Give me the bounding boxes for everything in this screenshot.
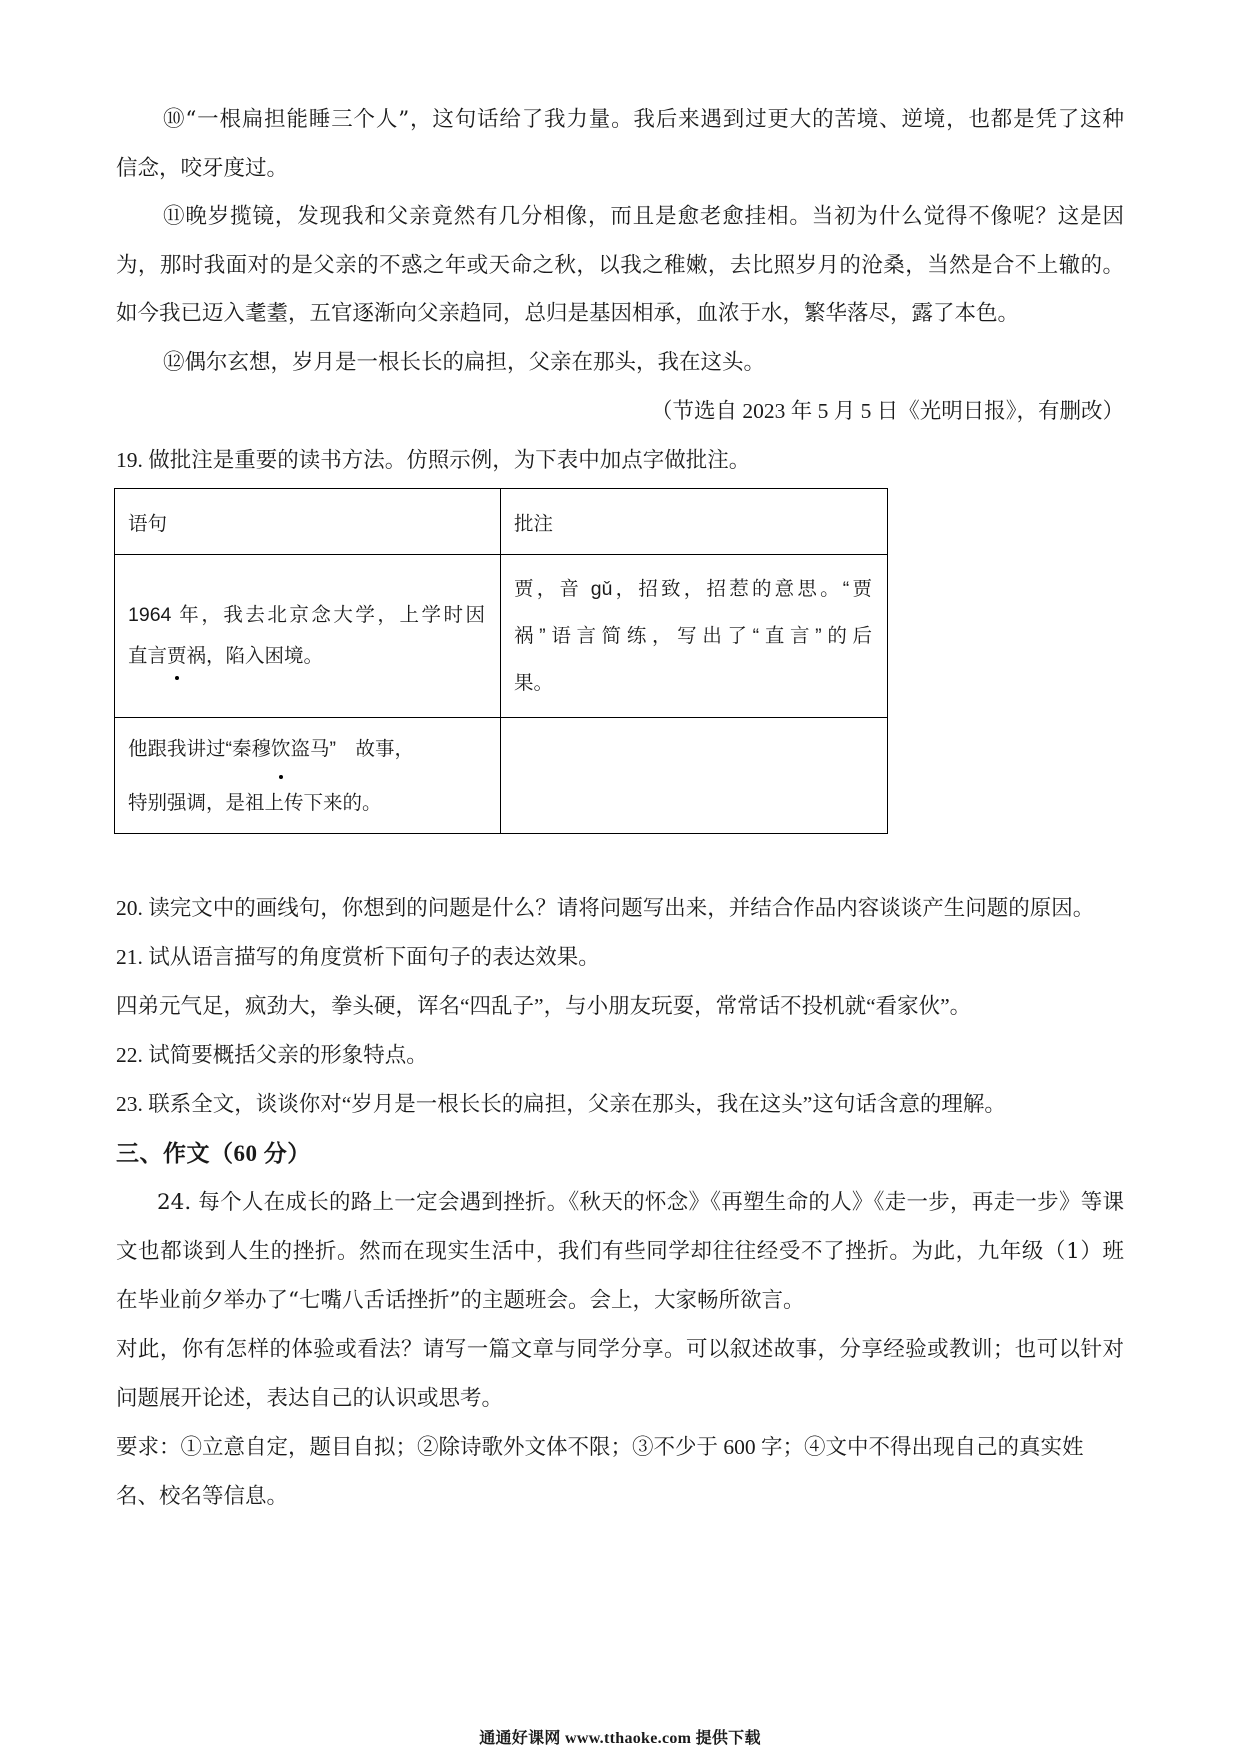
- question-24-prompt-line: 24. 每个人在成长的路上一定会遇到挫折。《秋天的怀念》《再塑生命的人》《走一步，再走一步》等课: [157, 1190, 1124, 1215]
- note-line: 果。: [514, 671, 554, 694]
- passage-source: （节选自 2023 年 5 月 5 日《光明日报》，有删改）: [650, 399, 1124, 423]
- dotted-character: 贾: [167, 636, 187, 677]
- annotation-table: [114, 488, 888, 834]
- sentence-text: 祸，陷入困境。: [186, 645, 324, 667]
- paragraph-10-line: ⑩“一根扁担能睡三个人”，这句话给了我力量。我后来遇到过更大的苦境、逆境，也都是凭了这种: [163, 107, 1124, 132]
- question-21-sentence: 四弟元气足，疯劲大，拳头硬，诨名“四乱子”，与小朋友玩耍，常常话不投机就“看家伙”。: [116, 994, 972, 1018]
- table-cell-note-blank: [501, 718, 888, 834]
- passage-section: [116, 96, 1124, 484]
- table-row: [115, 555, 888, 718]
- question-24-prompt-line: 文也都谈到人生的挫折。然而在现实生活中，我们有些同学却往往经受不了挫折。为此，九年级（1）班: [116, 1239, 1124, 1264]
- paragraph-11-line: 为，那时我面对的是父亲的不惑之年或天命之秋，以我之稚嫩，去比照岁月的沧桑，当然是合不上辙的。: [116, 252, 1124, 278]
- question-24-requirements-line: 名、校名等信息。: [116, 1484, 289, 1508]
- question-21-stem: 21. 试从语言描写的角度赏析下面句子的表达效果。: [116, 945, 600, 969]
- question-24-task-line: 问题展开论述，表达自己的认识或思考。: [116, 1386, 504, 1410]
- question-23: 23. 联系全文，谈谈你对“岁月是一根长长的扁担，父亲在那头，我在这头”这句话含意的理解。: [116, 1092, 1006, 1116]
- table-cell-sentence: [115, 555, 501, 718]
- note-line: 贾，音 gǔ，招致，招惹的意思。“贾: [514, 577, 872, 600]
- page-footer: 通通好课网 www.tthaoke.com 提供下载: [479, 1730, 761, 1747]
- question-24-requirements-line: 要求：①立意自定，题目自拟；②除诗歌外文体不限；③不少于 600 字；④文中不得出现自己的真实姓: [116, 1435, 1084, 1459]
- note-line: 祸”语言简练，写出了“直言”的后: [514, 624, 872, 647]
- table-header-row: [115, 489, 888, 555]
- paragraph-11-line: ⑪晚岁揽镜，发现我和父亲竟然有几分相像，而且是愈老愈挂相。当初为什么觉得不像呢？这是因: [163, 204, 1124, 229]
- paragraph-11-line: 如今我已迈入耄耋，五官逐渐向父亲趋同，总归是基因相承，血浓于水，繁华落尽，露了本色。: [116, 301, 1020, 326]
- question-24-prompt-line: 在毕业前夕举办了“七嘴八舌话挫折”的主题班会。会上，大家畅所欲言。: [116, 1288, 805, 1313]
- sentence-line: [128, 722, 485, 776]
- paragraph-10-line: 信念，咬牙度过。: [116, 155, 289, 181]
- table-header-note: 批注: [501, 489, 888, 555]
- dotted-character: 饮: [271, 722, 291, 776]
- sentence-line: 1964 年，我去北京念大学，上学时因: [128, 604, 485, 626]
- table-cell-sentence: [115, 718, 501, 834]
- question-20: 20. 读完文中的画线句，你想到的问题是什么？请将问题写出来，并结合作品内容谈谈产生问题的原因。: [116, 896, 1095, 920]
- question-19-stem: 19. 做批注是重要的读书方法。仿照示例，为下表中加点字做批注。: [116, 447, 751, 472]
- question-22: 22. 试简要概括父亲的形象特点。: [116, 1043, 428, 1067]
- sentence-line: 特别强调，是祖上传下来的。: [128, 791, 382, 814]
- sentence-text: 盗马” 故事，: [290, 737, 415, 760]
- paragraph-12-line: ⑫偶尔玄想，岁月是一根长长的扁担，父亲在那头，我在这头。: [163, 349, 766, 375]
- questions-section: [116, 884, 1124, 1521]
- table-cell-note: [501, 555, 888, 718]
- section-3-heading: 三、作文（60 分）: [116, 1141, 311, 1166]
- sentence-text: 他跟我讲过“秦穆: [128, 737, 271, 760]
- question-24-task-line: 对此，你有怎样的体验或看法？请写一篇文章与同学分享。可以叙述故事，分享经验或教训；也可以针对: [116, 1337, 1124, 1361]
- sentence-line: [128, 636, 485, 677]
- table-row: [115, 718, 888, 834]
- table-header-sentence: 语句: [115, 489, 501, 555]
- sentence-text: 直言: [128, 645, 168, 667]
